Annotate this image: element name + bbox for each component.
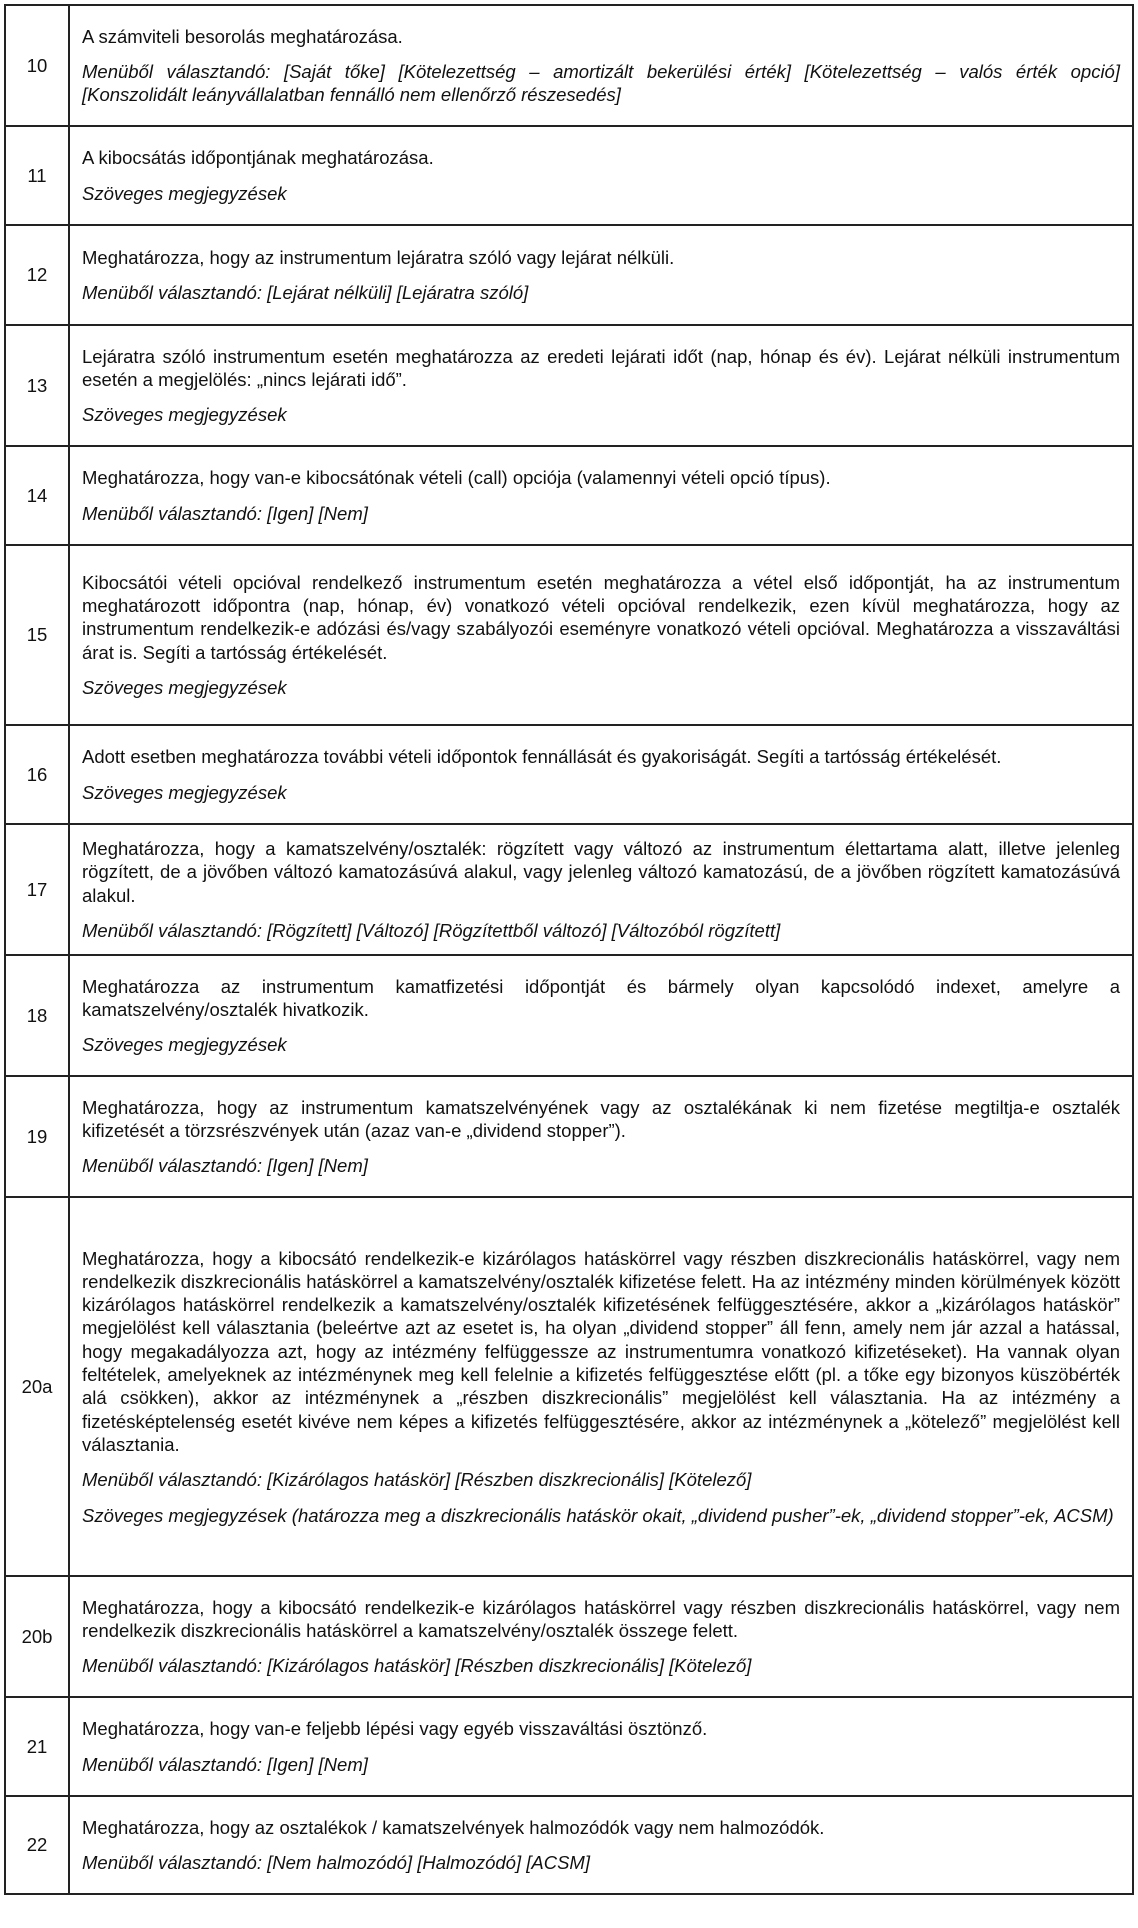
table-row bbox=[5, 446, 1133, 545]
row-note: Menüből választandó: [Igen] [Nem] bbox=[82, 1155, 368, 1177]
table-row bbox=[5, 725, 1133, 824]
row-description bbox=[69, 545, 1133, 725]
row-text: Meghatározza, hogy van-e kibocsátónak vételi (call) opciója (valamennyi vételi opció típus). bbox=[82, 467, 831, 489]
row-description bbox=[69, 126, 1133, 225]
row-note: Menüből választandó: [Igen] [Nem] bbox=[82, 502, 368, 524]
table-row bbox=[5, 1076, 1133, 1197]
row-number: 12 bbox=[5, 225, 69, 325]
row-note: Menüből választandó: [Saját tőke] [Kötelezettség – amortizált bekerülési érték] [Kötelezettség – valós érték opció] [Konszolidált leányvállalatban fennálló nem ellenőrző részesedés] bbox=[82, 60, 1120, 106]
row-note: Szöveges megjegyzések bbox=[82, 781, 287, 803]
row-description bbox=[69, 325, 1133, 446]
row-description bbox=[69, 1197, 1133, 1576]
table-row bbox=[5, 1697, 1133, 1796]
row-note: Szöveges megjegyzések (határozza meg a diszkrecionális hatáskör okait, „dividend pusher”-ek, „dividend stopper”-ek, ACSM) bbox=[82, 1504, 1114, 1526]
row-description bbox=[69, 5, 1133, 126]
row-number: 20b bbox=[5, 1576, 69, 1697]
row-text: Lejáratra szóló instrumentum esetén meghatározza az eredeti lejárati időt (nap, hónap és év). Lejárat nélküli instrumentum esetén a megjelölés: „nincs lejárati idő”. bbox=[82, 345, 1120, 390]
table-row bbox=[5, 5, 1133, 126]
row-number: 11 bbox=[5, 126, 69, 225]
row-note: Menüből választandó: [Igen] [Nem] bbox=[82, 1753, 368, 1775]
row-description bbox=[69, 1697, 1133, 1796]
row-number: 13 bbox=[5, 325, 69, 446]
row-description bbox=[69, 1796, 1133, 1894]
row-description bbox=[69, 1076, 1133, 1197]
row-note: Szöveges megjegyzések bbox=[82, 1034, 287, 1056]
row-number: 10 bbox=[5, 5, 69, 126]
row-text: Meghatározza, hogy az osztalékok / kamatszelvények halmozódók vagy nem halmozódók. bbox=[82, 1816, 825, 1838]
row-text: Meghatározza, hogy van-e feljebb lépési vagy egyéb visszaváltási ösztönző. bbox=[82, 1718, 708, 1740]
row-note: Szöveges megjegyzések bbox=[82, 182, 287, 204]
row-text: Kibocsátói vételi opcióval rendelkező instrumentum esetén meghatározza a vétel első időpontját, ha az instrumentum meghatározott időpontra (nap, hónap, év) vonatkozó vételi opcióval rendelkezik, ezen kívül meghatározza, hogy az instrumentum rendelkezik-e adózási és/vagy szabályozói eseményre vonatkozó vételi opcióval. Meghatározza a visszaváltási árat is. Segíti a tartósság értékelését. bbox=[82, 571, 1120, 663]
row-number: 22 bbox=[5, 1796, 69, 1894]
row-number: 16 bbox=[5, 725, 69, 824]
instructions-table bbox=[4, 4, 1134, 1895]
row-text: A számviteli besorolás meghatározása. bbox=[82, 25, 403, 47]
row-number: 18 bbox=[5, 955, 69, 1076]
table-row bbox=[5, 1796, 1133, 1894]
row-description bbox=[69, 1576, 1133, 1697]
row-number: 17 bbox=[5, 824, 69, 955]
table-row bbox=[5, 545, 1133, 725]
table-row bbox=[5, 126, 1133, 225]
table-row bbox=[5, 1197, 1133, 1576]
row-description bbox=[69, 824, 1133, 955]
row-note: Szöveges megjegyzések bbox=[82, 404, 287, 426]
row-number: 14 bbox=[5, 446, 69, 545]
row-text: Meghatározza, hogy a kibocsátó rendelkezik-e kizárólagos hatáskörrel vagy részben diszkrecionális hatáskörrel, vagy nem rendelkezik diszkrecionális hatáskörrel a kamatszelvény/osztalék összege felett. bbox=[82, 1596, 1120, 1642]
row-number: 21 bbox=[5, 1697, 69, 1796]
row-text: A kibocsátás időpontjának meghatározása. bbox=[82, 147, 434, 169]
row-text: Meghatározza az instrumentum kamatfizetési időpontját és bármely olyan kapcsolódó indexet, amelyre a kamatszelvény/osztalék hivatkozik. bbox=[82, 975, 1120, 1021]
row-description bbox=[69, 446, 1133, 545]
row-note: Menüből választandó: [Nem halmozódó] [Halmozódó] [ACSM] bbox=[82, 1852, 590, 1874]
row-description bbox=[69, 725, 1133, 824]
row-description bbox=[69, 225, 1133, 325]
table-row bbox=[5, 1576, 1133, 1697]
row-number: 19 bbox=[5, 1076, 69, 1197]
row-text: Adott esetben meghatározza további vételi időpontok fennállását és gyakoriságát. Segíti a tartósság értékelését. bbox=[82, 746, 1002, 768]
row-number: 15 bbox=[5, 545, 69, 725]
row-note: Menüből választandó: [Lejárat nélküli] [Lejáratra szóló] bbox=[82, 282, 529, 303]
row-text: Meghatározza, hogy az instrumentum lejáratra szóló vagy lejárat nélküli. bbox=[82, 246, 675, 268]
row-note: Menüből választandó: [Rögzített] [Változó] [Rögzítettből változó] [Változóból rögzített] bbox=[82, 919, 781, 941]
table-row bbox=[5, 955, 1133, 1076]
table-row bbox=[5, 225, 1133, 325]
row-note: Menüből választandó: [Kizárólagos hatáskör] [Részben diszkrecionális] [Kötelező] bbox=[82, 1469, 752, 1491]
row-description bbox=[69, 955, 1133, 1076]
row-note: Menüből választandó: [Kizárólagos hatáskör] [Részben diszkrecionális] [Kötelező] bbox=[82, 1655, 752, 1677]
row-text: Meghatározza, hogy a kamatszelvény/osztalék: rögzített vagy változó az instrumentum élettartama alatt, illetve jelenleg rögzített, de a jövőben változó kamatozásúvá alakul, vagy jelenleg változó kamatozású, de a jövőben rögzített kamatozásúvá alakul. bbox=[82, 838, 1120, 906]
table-row bbox=[5, 824, 1133, 955]
row-text: Meghatározza, hogy az instrumentum kamatszelvényének vagy az osztalékának ki nem fizetése megtiltja-e osztalék kifizetését a törzsrészvények után (azaz van-e „dividend stopper”). bbox=[82, 1096, 1120, 1142]
row-text: Meghatározza, hogy a kibocsátó rendelkezik-e kizárólagos hatáskörrel vagy részben diszkrecionális hatáskörrel, vagy nem rendelkezik diszkrecionális hatáskörrel a kamatszelvény/osztalék kifizetése felett. Ha az intézmény minden körülmények között kizárólagos hatáskörrel rendelkezik a kamatszelvény/osztalék kifizetésének felfüggesztésére, akkor a „kizárólagos hatáskör” megjelölést kell választania (beleértve azt az esetet is, ha olyan „dividend stopper” áll fenn, amely nem jár azzal a hatással, hogy megakadályozza azt, hogy az intézmény felfüggessze az instrumentumra vonatkozó kifizetéseket). Ha vannak olyan feltételek, amelyeknek az intézménynek meg kell felelnie a kifizetés felfüggesztése előtt (pl. a tőke egy bizonyos küszöbérték alá csökken), akkor az intézménynek a „részben diszkrecionális” megjelölést kell választania. Ha az intézmény a fizetésképtelenség esetét kivéve nem képes a kifizetés felfüggesztésére, akkor az intézménynek a „kötelező” megjelölést kell választania. bbox=[82, 1247, 1120, 1455]
row-note: Szöveges megjegyzések bbox=[82, 676, 287, 698]
table-row bbox=[5, 325, 1133, 446]
row-number: 20a bbox=[5, 1197, 69, 1576]
